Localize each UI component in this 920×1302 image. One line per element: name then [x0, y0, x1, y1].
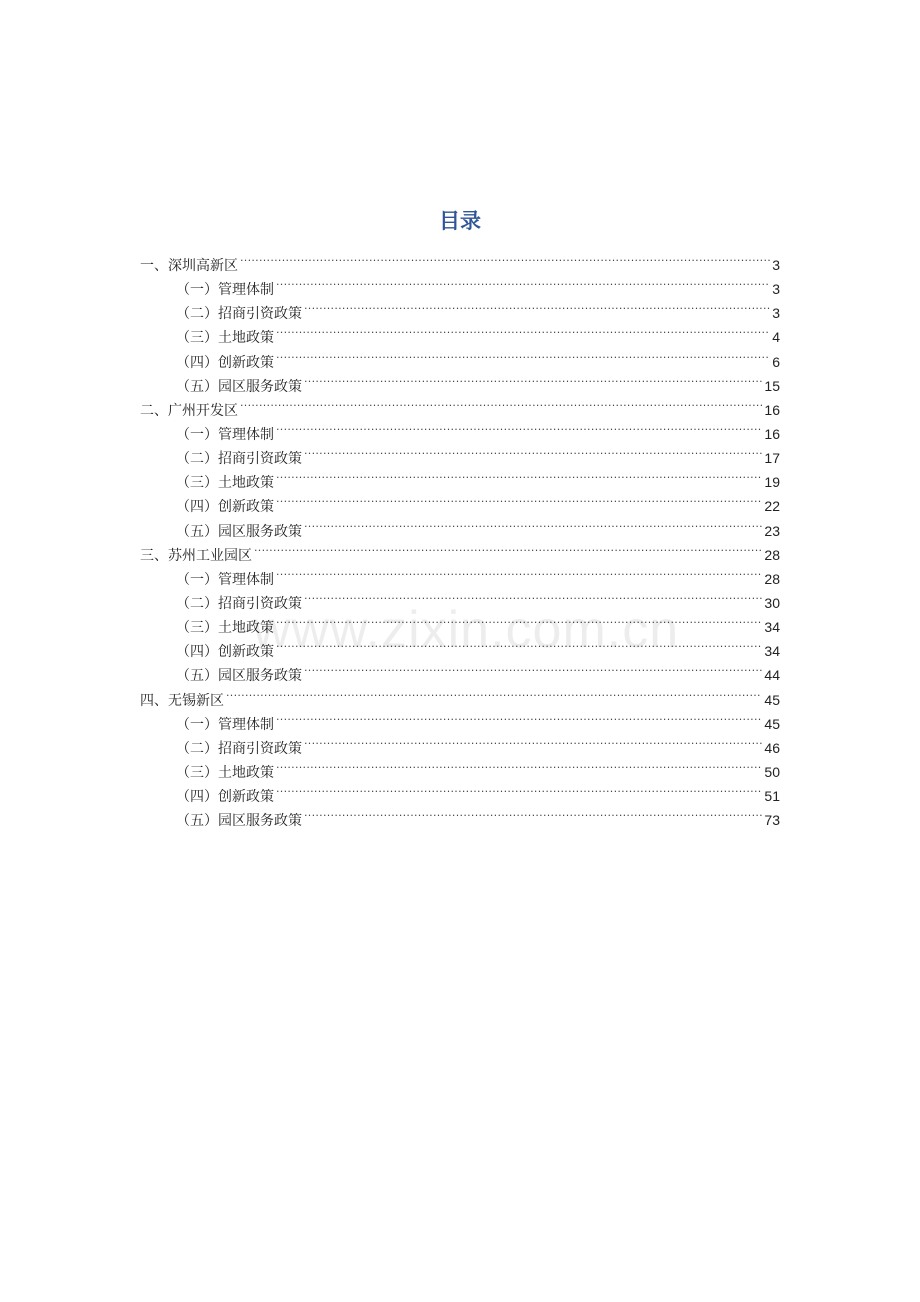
toc-page-number: 73 — [764, 812, 780, 829]
toc-entry[interactable] — [140, 705, 780, 733]
toc-leader-dots — [276, 343, 770, 367]
toc-entry-text: （一）管理体制 — [176, 282, 274, 299]
toc-leader-dots — [304, 801, 762, 825]
toc-leader-dots — [254, 536, 762, 560]
toc-entry-text: （一）管理体制 — [176, 716, 274, 733]
toc-entry-text: （三）土地政策 — [176, 330, 274, 347]
toc-entry-text: （三）土地政策 — [176, 620, 274, 637]
toc-leader-dots — [304, 294, 770, 318]
toc-page-number: 3 — [772, 305, 780, 322]
toc-entry-text: （四）创新政策 — [176, 644, 274, 661]
toc-page-number: 50 — [764, 763, 780, 780]
toc-page-number: 3 — [772, 257, 780, 273]
toc-leader-dots — [276, 270, 770, 294]
toc-leader-dots — [304, 439, 762, 463]
toc-page-number: 46 — [764, 739, 780, 756]
toc-entry-text: 四、无锡新区 — [140, 692, 224, 709]
toc-entry-text: （二）招商引资政策 — [176, 451, 302, 468]
toc-page-number: 28 — [764, 546, 780, 563]
toc-page-number: 45 — [764, 691, 780, 708]
toc-leader-dots — [276, 487, 762, 511]
toc-entry-text: （四）创新政策 — [176, 499, 274, 516]
toc-leader-dots — [304, 512, 762, 536]
toc-leader-dots — [240, 246, 770, 270]
toc-leader-dots — [276, 753, 762, 777]
toc-leader-dots — [276, 705, 762, 729]
toc-leader-dots — [304, 584, 762, 608]
toc-entry-text: （四）创新政策 — [176, 354, 274, 371]
toc-entry-text: （五）园区服务政策 — [176, 378, 302, 395]
toc-leader-dots — [304, 729, 762, 753]
toc-entry-text: （二）招商引资政策 — [176, 306, 302, 323]
toc-page-number: 16 — [764, 401, 780, 418]
toc-entry-text: （二）招商引资政策 — [176, 740, 302, 757]
toc-page-number: 28 — [764, 570, 780, 587]
toc-entry-text: （五）园区服务政策 — [176, 668, 302, 685]
toc-leader-dots — [226, 681, 762, 705]
toc-page-number: 3 — [772, 281, 780, 298]
toc-entry-text: （四）创新政策 — [176, 789, 274, 806]
toc-page-number: 19 — [764, 474, 780, 491]
toc-entry-text: 三、苏州工业园区 — [140, 547, 252, 564]
toc-page-number: 45 — [764, 715, 780, 732]
toc-entry-text: （二）招商引资政策 — [176, 595, 302, 612]
watermark-text: www.zixin.com.cn — [252, 601, 680, 659]
toc-entry[interactable] — [140, 681, 780, 709]
toc-page-number: 15 — [764, 377, 780, 394]
toc-leader-dots — [240, 391, 762, 415]
toc-leader-dots — [276, 777, 762, 801]
toc-page-number: 16 — [764, 425, 780, 442]
toc-page-number: 17 — [764, 450, 780, 467]
toc-entry[interactable] — [140, 246, 780, 274]
toc-entry-text: （一）管理体制 — [176, 426, 274, 443]
toc-page-number: 34 — [764, 619, 780, 636]
toc-leader-dots — [276, 632, 762, 656]
toc-page-number: 23 — [764, 522, 780, 539]
toc-title: 目录 — [439, 209, 481, 233]
toc-leader-dots — [276, 608, 762, 632]
toc-leader-dots — [304, 367, 762, 391]
toc-leader-dots — [304, 656, 762, 680]
toc-page-number: 34 — [764, 643, 780, 660]
toc-entry-text: 一、深圳高新区 — [140, 258, 238, 274]
toc-entry-text: （一）管理体制 — [176, 571, 274, 588]
toc-entry-text: （三）土地政策 — [176, 475, 274, 492]
toc-page-number: 6 — [772, 353, 780, 370]
toc-entry-text: （三）土地政策 — [176, 764, 274, 781]
toc-leader-dots — [276, 415, 762, 439]
toc-leader-dots — [276, 318, 770, 342]
toc-entry-text: （五）园区服务政策 — [176, 523, 302, 540]
toc-entry-text: （五）园区服务政策 — [176, 813, 302, 830]
toc-leader-dots — [276, 463, 762, 487]
toc-page-number: 44 — [764, 667, 780, 684]
toc-page-number: 30 — [764, 594, 780, 611]
toc-page-number: 4 — [772, 329, 780, 346]
table-of-contents — [140, 246, 780, 830]
toc-page-number: 22 — [764, 498, 780, 515]
toc-page-number: 51 — [764, 788, 780, 805]
toc-leader-dots — [276, 560, 762, 584]
toc-entry-text: 二、广州开发区 — [140, 402, 238, 419]
